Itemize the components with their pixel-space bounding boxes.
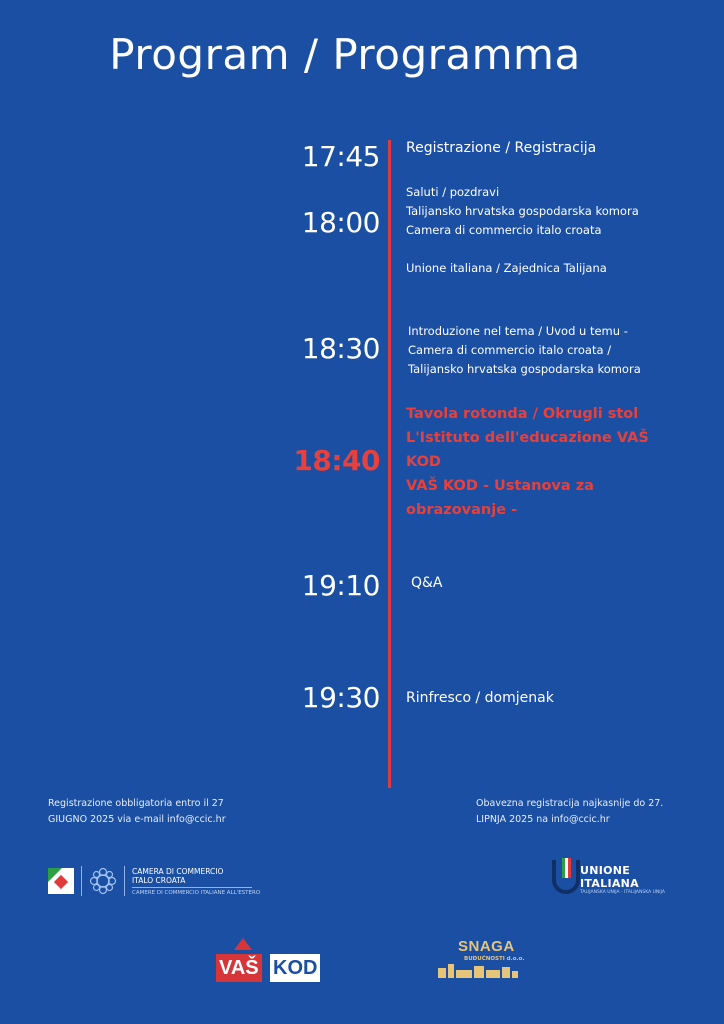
bell-tower-icon	[230, 938, 256, 952]
desc-line: Talijansko hrvatska gospodarska komora	[406, 204, 639, 218]
time-1930: 19:30	[301, 681, 380, 714]
vas-kod-word-2: KOD	[270, 954, 320, 982]
vas-kod-word-1: VAŠ	[216, 954, 262, 982]
snaga-word: SNAGA	[458, 938, 515, 955]
desc-line: L'Istituto dell'educazione VAŠ KOD	[406, 430, 649, 470]
timeline-line	[388, 140, 391, 788]
note-line: LIPNJA 2025 na info@ccic.hr	[476, 814, 610, 825]
desc-1910	[411, 574, 711, 593]
desc-line: Camera di commercio italo croata /	[408, 343, 612, 357]
ccic-subtitle: CAMERE DI COMMERCIO ITALIANE ALL'ESTERO	[132, 890, 261, 896]
desc-line: Introduzione nel tema / Uvod u temu -	[408, 324, 628, 338]
desc-line: Camera di commercio italo croata	[406, 223, 602, 237]
desc-line: Talijansko hrvatska gospodarska komora	[408, 362, 641, 376]
desc-line: Rinfresco / domjenak	[406, 690, 554, 706]
ccic-emblem-icon	[88, 866, 118, 896]
desc-line: VAŠ KOD - Ustanova za obrazovanje -	[406, 478, 594, 518]
time-1830: 18:30	[301, 332, 380, 365]
desc-1745	[406, 139, 706, 158]
time-1800: 18:00	[301, 206, 380, 239]
time-1840: 18:40	[293, 444, 380, 477]
italian-flag-icon	[48, 868, 74, 894]
note-line: Obavezna registracija najkasnije do 27.	[476, 798, 664, 809]
desc-line: Unione italiana / Zajednica Talijana	[406, 261, 607, 275]
desc-1800	[406, 183, 706, 278]
desc-1840	[406, 402, 666, 522]
desc-line: Tavola rotonda / Okrugli stol	[406, 406, 639, 422]
page-title: Program / Programma	[109, 30, 581, 79]
desc-1830	[408, 322, 708, 379]
note-line: GIUGNO 2025 via e-mail info@ccic.hr	[48, 814, 226, 825]
desc-spacer	[406, 240, 706, 259]
time-1910: 19:10	[301, 569, 380, 602]
snaga-subtitle: BUDUĆNOSTI d.o.o.	[464, 956, 525, 962]
snaga-buducnosti-logo	[436, 936, 526, 982]
vas-kod-logo	[216, 938, 320, 986]
unione-name: UNIONE ITALIANA	[580, 864, 639, 890]
unione-u-icon	[550, 856, 582, 898]
city-skyline-icon	[436, 962, 520, 980]
ccic-logo	[48, 864, 278, 898]
time-1745: 17:45	[301, 140, 380, 173]
registration-note-italian	[48, 796, 226, 828]
ccic-name-line1: CAMERA DI COMMERCIO	[132, 867, 224, 876]
unione-subtitle: TALIJANSKA UNIJA - ITALIJANSKA UNIJA	[580, 890, 665, 895]
desc-line: Registrazione / Registracija	[406, 140, 597, 156]
desc-1930	[406, 689, 706, 708]
unione-italiana-logo	[550, 856, 690, 900]
desc-line: Saluti / pozdravi	[406, 185, 500, 199]
ccic-name-line2: ITALO CROATA	[132, 876, 186, 885]
registration-note-croatian	[476, 796, 663, 828]
note-line: Registrazione obbligatoria entro il 27	[48, 798, 224, 809]
desc-line: Q&A	[411, 575, 443, 591]
